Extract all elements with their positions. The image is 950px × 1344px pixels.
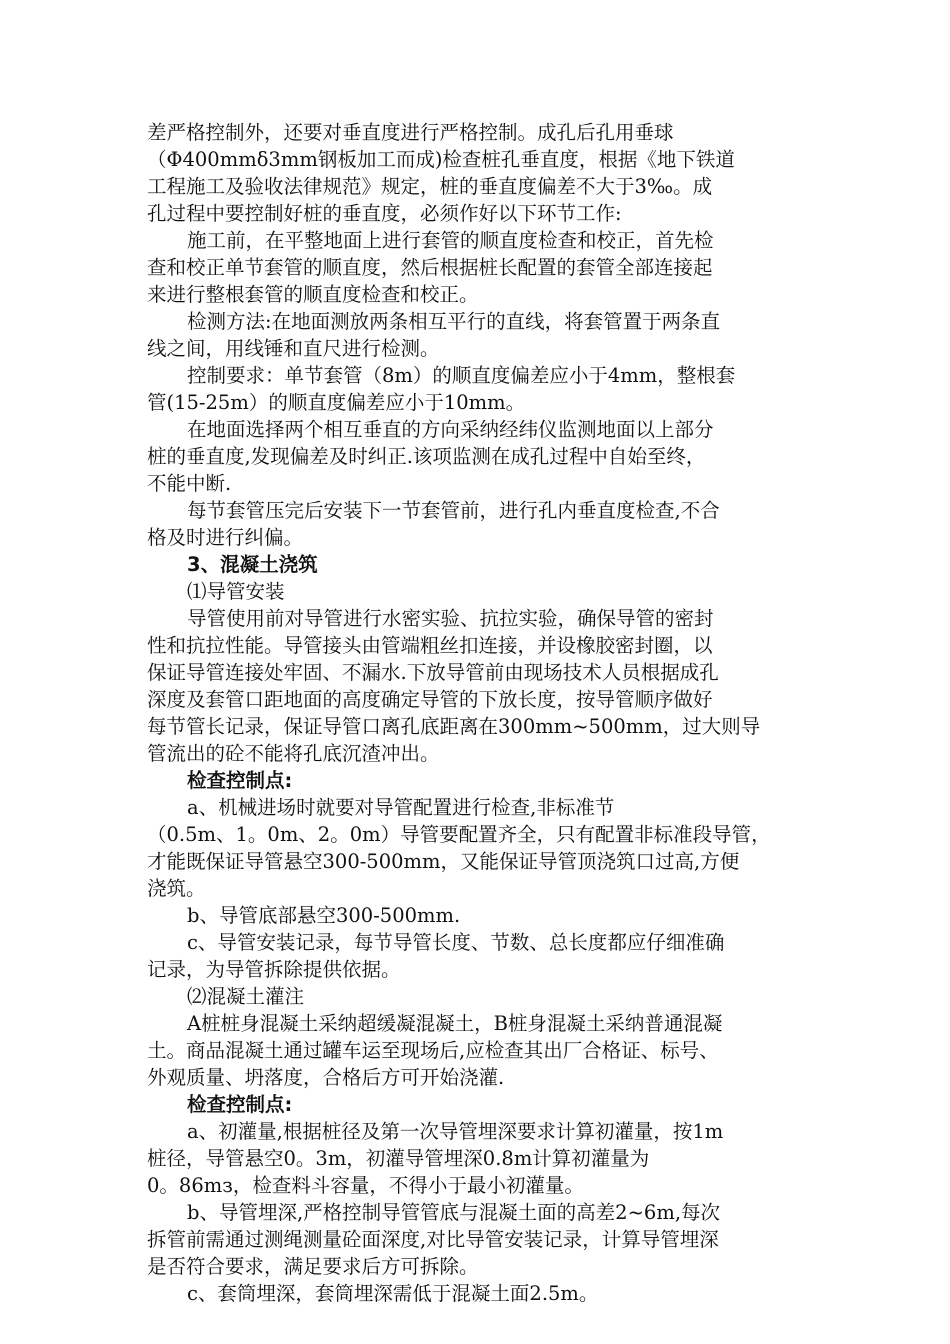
body-text-line: a、初灌量,根据桩径及第一次导管埋深要求计算初灌量，按1m xyxy=(187,1120,724,1143)
subsection-heading: ⑵混凝土灌注 xyxy=(187,985,305,1008)
body-text-line: 查和校正单节套管的顺直度，然后根据桩长配置的套管全部连接起 xyxy=(147,256,713,279)
body-text-line: 施工前，在平整地面上进行套管的顺直度检查和校正，首先检 xyxy=(187,229,714,252)
body-text-line: a、机械进场时就要对导管配置进行检查,非标准节 xyxy=(187,796,615,819)
checkpoint-heading: 检查控制点: xyxy=(187,769,293,792)
body-text-line: 外观质量、坍落度，合格后方可开始浇灌. xyxy=(147,1066,505,1089)
body-text-line: 土。商品混凝土通过罐车运至现场后,应检查其出厂合格证、标号、 xyxy=(147,1039,719,1062)
body-text-line: 控制要求：单节套管（8m）的顺直度偏差应小于4mm，整根套 xyxy=(187,364,736,387)
body-text-line: 桩径，导管悬空0。3m，初灌导管埋深0.8m计算初灌量为 xyxy=(147,1147,650,1170)
body-text-line: 保证导管连接处牢固、不漏水.下放导管前由现场技术人员根据成孔 xyxy=(147,661,719,684)
body-text-line: 每节套管压完后安装下一节套管前，进行孔内垂直度检查,不合 xyxy=(187,499,720,522)
body-text-line: b、导管埋深,严格控制导管管底与混凝土面的高差2~6m,每次 xyxy=(187,1201,721,1224)
checkpoint-heading: 检查控制点: xyxy=(187,1093,293,1116)
body-text-line: 不能中断. xyxy=(147,472,232,495)
body-text-line: 线之间，用线锤和直尺进行检测。 xyxy=(147,337,440,360)
body-text-line: 记录，为导管拆除提供依据。 xyxy=(147,958,401,981)
body-text-line: A桩桩身混凝土采纳超缓凝混凝土，B桩身混凝土采纳普通混凝 xyxy=(187,1012,723,1035)
body-text-line: 是否符合要求，满足要求后方可拆除。 xyxy=(147,1255,479,1278)
body-text-line: 导管使用前对导管进行水密实验、抗拉实验，确保导管的密封 xyxy=(187,607,714,630)
subsection-heading: ⑴导管安装 xyxy=(187,580,285,603)
body-text-line: 孔过程中要控制好桩的垂直度，必须作好以下环节工作: xyxy=(147,202,622,225)
body-text-line: 桩的垂直度,发现偏差及时纠正.该项监测在成孔过程中自始至终， xyxy=(147,445,706,468)
body-text-line: 0。86mз，检查料斗容量，不得小于最小初灌量。 xyxy=(147,1174,584,1197)
section-heading: 3、混凝土浇筑 xyxy=(187,553,318,576)
body-text-line: 才能既保证导管悬空300-500mm，又能保证导管顶浇筑口过高,方便 xyxy=(147,850,740,873)
body-text-line: 每节管长记录，保证导管口离孔底距离在300mm~500mm，过大则导 xyxy=(147,715,761,738)
body-text-line: 拆管前需通过测绳测量砼面深度,对比导管安装记录，计算导管埋深 xyxy=(147,1228,719,1251)
body-text-line: 管流出的砼不能将孔底沉渣冲出。 xyxy=(147,742,440,765)
body-text-line: 浇筑。 xyxy=(147,877,206,900)
body-text-line: 在地面选择两个相互垂直的方向采纳经纬仪监测地面以上部分 xyxy=(187,418,714,441)
body-text-line: 性和抗拉性能。导管接头由管端粗丝扣连接，并设橡胶密封圈，以 xyxy=(147,634,713,657)
body-text-line: 工程施工及验收法律规范》规定，桩的垂直度偏差不大于3‰。成 xyxy=(147,175,713,198)
body-text-line: （0.5m、1。0m、2。0m）导管要配置齐全，只有配置非标准段导管， xyxy=(147,823,771,846)
body-text-line: 深度及套管口距地面的高度确定导管的下放长度，按导管顺序做好 xyxy=(147,688,713,711)
body-text-line: （Φ400mmδ3mm钢板加工而成)检查桩孔垂直度，根据《地下铁道 xyxy=(147,148,735,171)
body-text-line: c、导管安装记录，每节导管长度、节数、总长度都应仔细准确 xyxy=(187,931,725,954)
body-text-line: 格及时进行纠偏。 xyxy=(147,526,304,549)
body-text-line: c、套筒埋深，套筒埋深需低于混凝土面2.5m。 xyxy=(187,1282,599,1305)
body-text-line: 管(15-25m）的顺直度偏差应小于10mm。 xyxy=(147,391,526,414)
body-text-line: b、导管底部悬空300-500mm. xyxy=(187,904,461,927)
body-text-line: 检测方法:在地面测放两条相互平行的直线，将套管置于两条直 xyxy=(187,310,721,333)
body-text-line: 差严格控制外，还要对垂直度进行严格控制。成孔后孔用垂球 xyxy=(147,121,674,144)
body-text-line: 来进行整根套管的顺直度检查和校正。 xyxy=(147,283,479,306)
